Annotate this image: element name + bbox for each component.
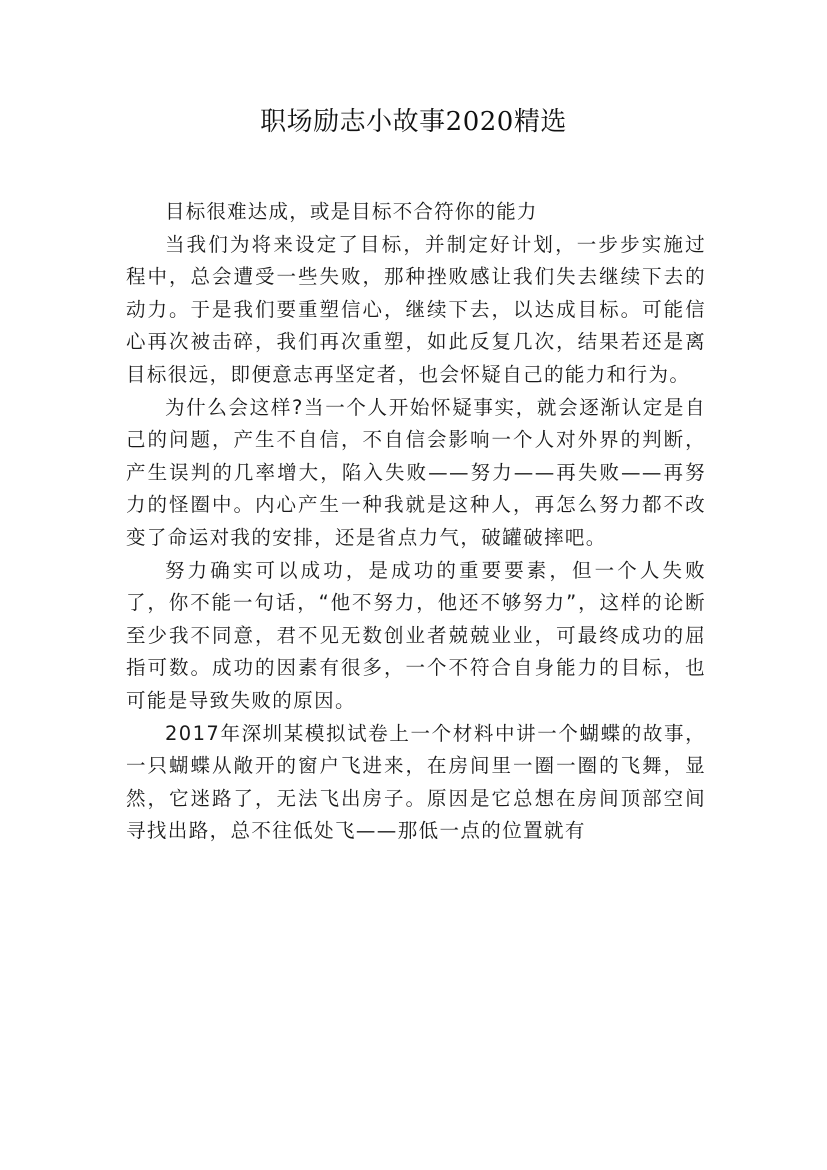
paragraph-effort-and-success: 努力确实可以成功，是成功的重要要素，但一个人失败了，你不能一句话，“他不努力，他还不够努力”，这样的论断至少我不同意，君不见无数创业者兢兢业业，可最终成功的屈指可数。成功的因素有很多，一个不符合自身能力的目标，也可能是导致失败的原因。 — [126, 558, 706, 712]
paragraph-self-doubt: 为什么会这样?当一个人开始怀疑事实，就会逐渐认定是自己的问题，产生不自信，不自信会影响一个人对外界的判断，产生误判的几率增大，陷入失败——努力——再失败——再努力的怪圈中。内心产生一种我就是这种人，再怎么努力都不改变了命运对我的安排，还是省点力气，破罐破摔吧。 — [126, 395, 706, 549]
paragraph-butterfly-story: 2017年深圳某模拟试卷上一个材料中讲一个蝴蝶的故事，一只蝴蝶从敞开的窗户飞进来，在房间里一圈一圈的飞舞，显然，它迷路了，无法飞出房子。原因是它总想在房间顶部空间寻找出路，总不往低处飞——那低一点的位置就有 — [126, 721, 706, 843]
paragraph-setting-goals: 当我们为将来设定了目标，并制定好计划，一步步实施过程中，总会遭受一些失败，那种挫败感让我们失去继续下去的动力。于是我们要重塑信心，继续下去，以达成目标。可能信心再次被击碎，我们再次重塑，如此反复几次，结果若还是离目标很远，即便意志再坚定者，也会怀疑自己的能力和行为。 — [126, 232, 706, 386]
document-title: 职场励志小故事2020精选 — [260, 107, 567, 137]
paragraph-goal-heading: 目标很难达成，或是目标不合符你的能力 — [165, 200, 538, 223]
document-body — [126, 196, 706, 848]
